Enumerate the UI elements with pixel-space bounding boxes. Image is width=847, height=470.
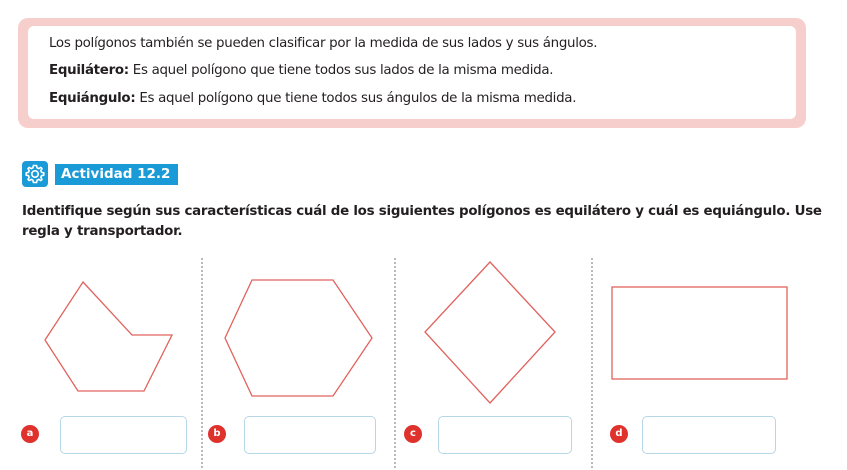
label-c-badge: c xyxy=(404,425,422,443)
label-b-badge: b xyxy=(208,425,226,443)
info-intro: Los polígonos también se pueden clasificar por la medida de sus lados y sus ángulos. xyxy=(49,36,598,51)
figure-d-rectangle xyxy=(612,287,787,379)
answer-box-b[interactable] xyxy=(244,416,376,454)
activity-instruction: Identifique según sus características cuál de los siguientes polígonos es equilátero y cuál es equiángulo. Use regla y transportador. xyxy=(22,204,822,239)
term-equiangulo: Equiángulo: xyxy=(49,91,136,106)
activity-title: Actividad 12.2 xyxy=(55,164,178,185)
figure-a-pentagon xyxy=(45,282,172,391)
figure-c-rhombus xyxy=(425,262,555,403)
definition-equiangulo-text: Es aquel polígono que tiene todos sus ángulos de la misma medida. xyxy=(135,91,577,106)
label-d-badge: d xyxy=(610,425,628,443)
answer-box-c[interactable] xyxy=(438,416,572,454)
answer-box-d[interactable] xyxy=(642,416,776,454)
label-a-badge: a xyxy=(21,425,39,443)
figure-b-hexagon xyxy=(225,280,372,396)
definition-equilatero-text: Es aquel polígono que tiene todos sus lados de la misma medida. xyxy=(128,63,554,78)
term-equilatero: Equilátero: xyxy=(49,63,129,78)
answer-box-a[interactable] xyxy=(60,416,187,454)
